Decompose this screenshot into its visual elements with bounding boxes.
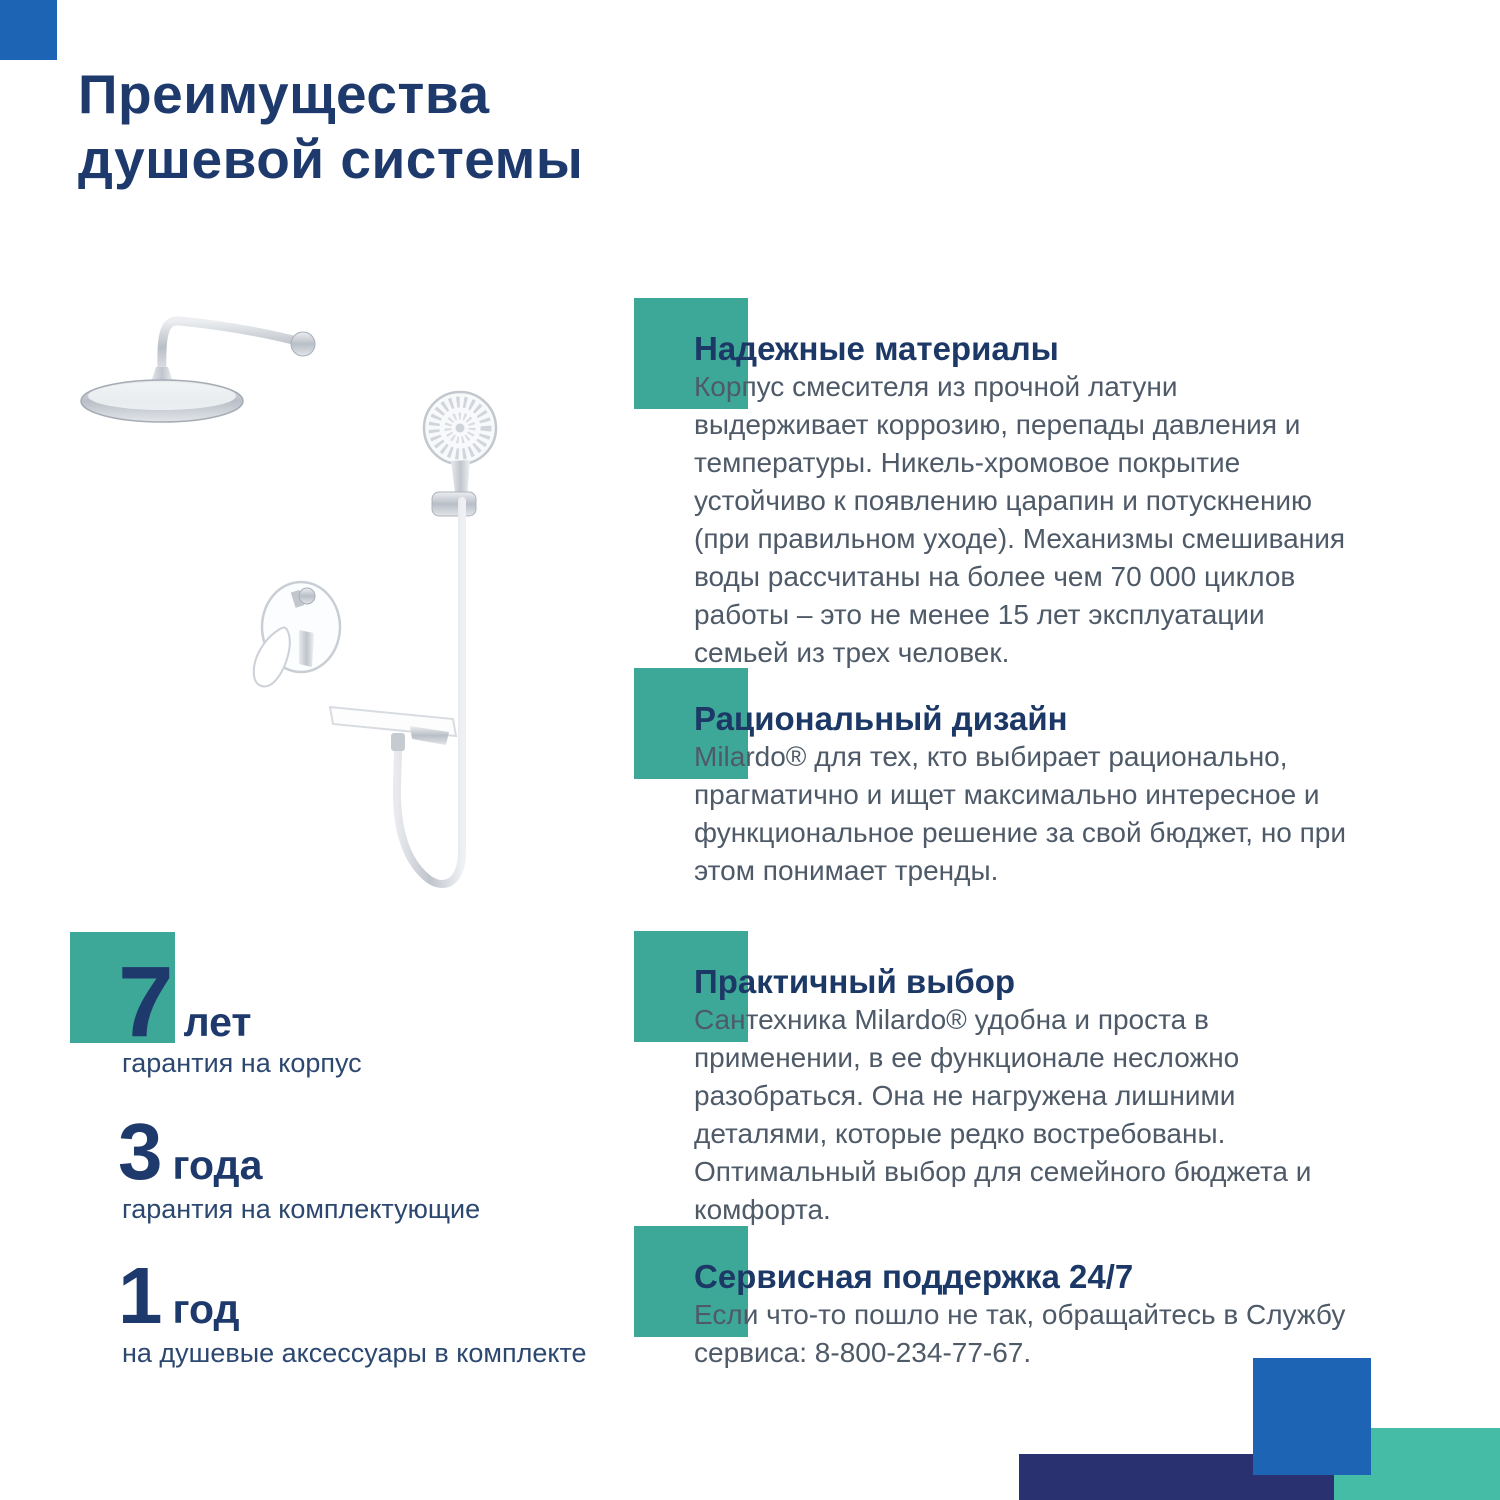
page-title bbox=[78, 62, 583, 192]
guarantee-unit: год bbox=[172, 1286, 240, 1332]
guarantee-unit: года bbox=[172, 1142, 263, 1188]
guarantee-number: 7 bbox=[118, 946, 174, 1058]
guarantee-number: 1 bbox=[118, 1251, 163, 1340]
hand-shower-center bbox=[456, 424, 465, 433]
corner-blue-square-decoration bbox=[1253, 1358, 1371, 1475]
guarantee-caption: гарантия на корпус bbox=[122, 1048, 362, 1078]
shower-holder bbox=[432, 492, 476, 516]
section-materials bbox=[634, 298, 1434, 668]
section-heading: Сервисная поддержка 24/7 bbox=[694, 1258, 1134, 1295]
guarantee-item-body bbox=[118, 946, 252, 1058]
guarantee-item-accessories bbox=[118, 1251, 240, 1340]
guarantee-caption: гарантия на комплектующие bbox=[122, 1194, 481, 1224]
guarantee-caption: на душевые аксессуары в комплекте bbox=[122, 1338, 587, 1368]
guarantee-item-parts bbox=[118, 1107, 263, 1196]
mixer-lever-base bbox=[299, 630, 314, 667]
wall-flange bbox=[291, 332, 315, 356]
mixer-diverter-knob bbox=[299, 588, 315, 604]
section-body: Milardo® для тех, кто выбирает рационально, прагматично и ищет максимально интересное и функциональное решение за свой бюджет, но при этом понимает тренды. bbox=[694, 741, 1347, 886]
section-body: Корпус смесителя из прочной латуни выдерживает коррозию, перепады давления и температуры. Никель-хромовое покрытие устойчиво к появлению царапин и потускнению (при правильном уходе). Механизмы смешивания воды рассчитаны на более чем 70 000 циклов работы – это не менее 15 лет эксплуатации семьей из трех человек. bbox=[694, 371, 1345, 668]
shower-arm bbox=[162, 321, 301, 373]
shower-hose bbox=[397, 501, 462, 884]
section-heading: Практичный выбор bbox=[694, 963, 1016, 1000]
mixer-lever-handle bbox=[254, 627, 290, 686]
section-heading: Рациональный дизайн bbox=[694, 700, 1068, 737]
rain-head-highlight bbox=[88, 382, 236, 410]
section-body: Если что-то пошло не так, обращайтесь в Службу сервиса: 8-800-234-77-67. bbox=[694, 1299, 1346, 1368]
section-choice bbox=[634, 931, 1434, 1225]
section-body: Сантехника Milardo® удобна и проста в применении, в ее функционале несложно разобраться. Она не нагружена лишними деталями, которые редко востребованы. Оптимальный выбор для семейного бюджета и комфорта. bbox=[694, 1004, 1312, 1225]
guarantee-unit: лет bbox=[183, 999, 252, 1045]
page-title-line1: Преимущества bbox=[78, 63, 490, 125]
section-heading: Надежные материалы bbox=[694, 330, 1059, 367]
corner-square-decoration bbox=[0, 0, 57, 60]
guarantee-number: 3 bbox=[118, 1107, 163, 1196]
shower-system-image bbox=[80, 295, 560, 920]
page-title-line2: душевой системы bbox=[78, 128, 584, 190]
hose-connector bbox=[391, 733, 405, 751]
section-design bbox=[634, 668, 1434, 908]
